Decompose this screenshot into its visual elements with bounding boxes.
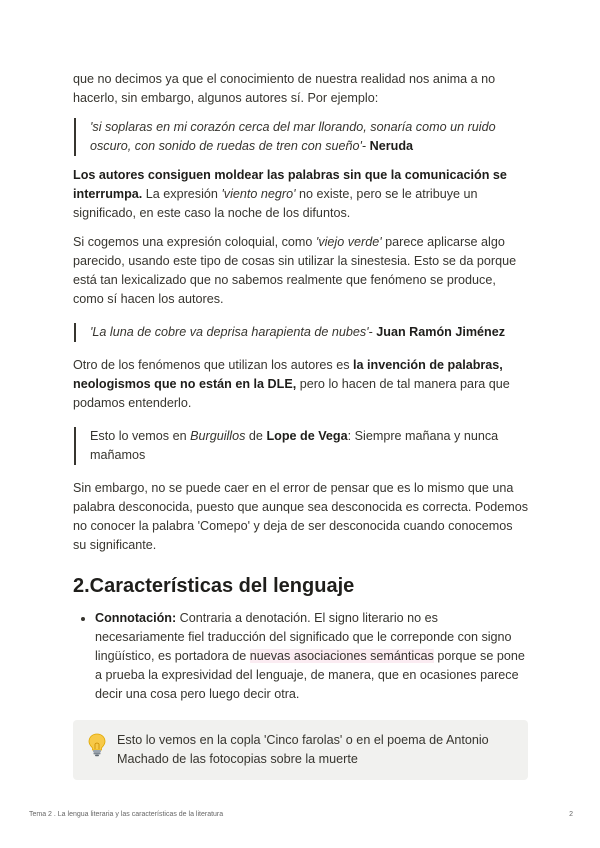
paragraph-neologismos: Otro de los fenómenos que utilizan los autores es la invención de palabras, neologismos que no están en la DLE, pero lo hacen de tal manera para que podamos entenderlo. xyxy=(73,358,510,410)
quote-author: Neruda xyxy=(369,139,414,153)
callout-box xyxy=(73,720,528,780)
bullet-list xyxy=(73,609,529,704)
paragraph-intro: que no decimos ya que el conocimiento de nuestra realidad nos anima a no hacerlo, sin embargo, algunos autores sí. Por ejemplo: xyxy=(73,72,496,105)
list-item-connotacion: • Connotación: Contraria a denotación. El signo literario no es necesariamente fiel traducción del significado que le correponde con signo lingüístico, es portadora de nuevas asociaciones semánticas porque se pone a prueba la expresividad del lenguaje, de manera, que en ocasiones parece decir una cosa pero luego decir otra. xyxy=(95,609,529,704)
paragraph-desconocida: Sin embargo, no se puede caer en el error de pensar que es lo mismo que una palabra desconocida, puesto que aunque sea desconocida es correcta. Podemos no conocer la palabra 'Comepo' y deja de ser desconocida cuando conocemos su significante. xyxy=(73,481,529,552)
page-content xyxy=(73,70,529,780)
footer-title: Tema 2 . La lengua literaria y las características de la literatura xyxy=(29,811,224,818)
highlight: nuevas asociaciones semánticas xyxy=(249,649,434,663)
paragraph-autores: Los autores consiguen moldear las palabras sin que la comunicación se interrumpa. La expresión 'viento negro' no existe, pero se le atribuye un significado, en este caso la noche de los difuntos. xyxy=(73,168,507,220)
quote-jimenez: 'La luna de cobre va deprisa harapienta de nubes'- Juan Ramón Jiménez xyxy=(74,323,529,342)
section-heading: 2.Características del lenguaje xyxy=(73,575,355,597)
page-number: 2 xyxy=(569,811,573,818)
callout-text: Esto lo vemos en la copla 'Cinco farolas' o en el poema de Antonio Machado de las fotocopias sobre la muerte xyxy=(117,733,489,766)
page-footer xyxy=(29,811,573,818)
quote-text: 'La luna de cobre va deprisa harapienta de nubes' xyxy=(90,325,369,339)
paragraph-coloquial: Si cogemos una expresión coloquial, como 'viejo verde' parece aplicarse algo parecido, usando este tipo de cosas sin utilizar la sinestesia. Esto se da porque está tan lexicalizado que no sabemos realmente que fenómeno se produce, como sí hacen los autores. xyxy=(73,235,517,306)
quote-text: 'si soplaras en mi corazón cerca del mar llorando, sonaría como un ruido oscuro, con sonido de ruedas de tren con sueño' xyxy=(90,120,496,153)
quote-lope: Esto lo vemos en Burguillos de Lope de Vega: Siempre mañana y nunca mañamos xyxy=(74,427,529,465)
quote-author: Juan Ramón Jiménez xyxy=(376,325,506,339)
lightbulb-icon xyxy=(87,733,109,762)
quote-neruda: 'si soplaras en mi corazón cerca del mar llorando, sonaría como un ruido oscuro, con sonido de ruedas de tren con sueño'- Neruda xyxy=(74,118,529,156)
